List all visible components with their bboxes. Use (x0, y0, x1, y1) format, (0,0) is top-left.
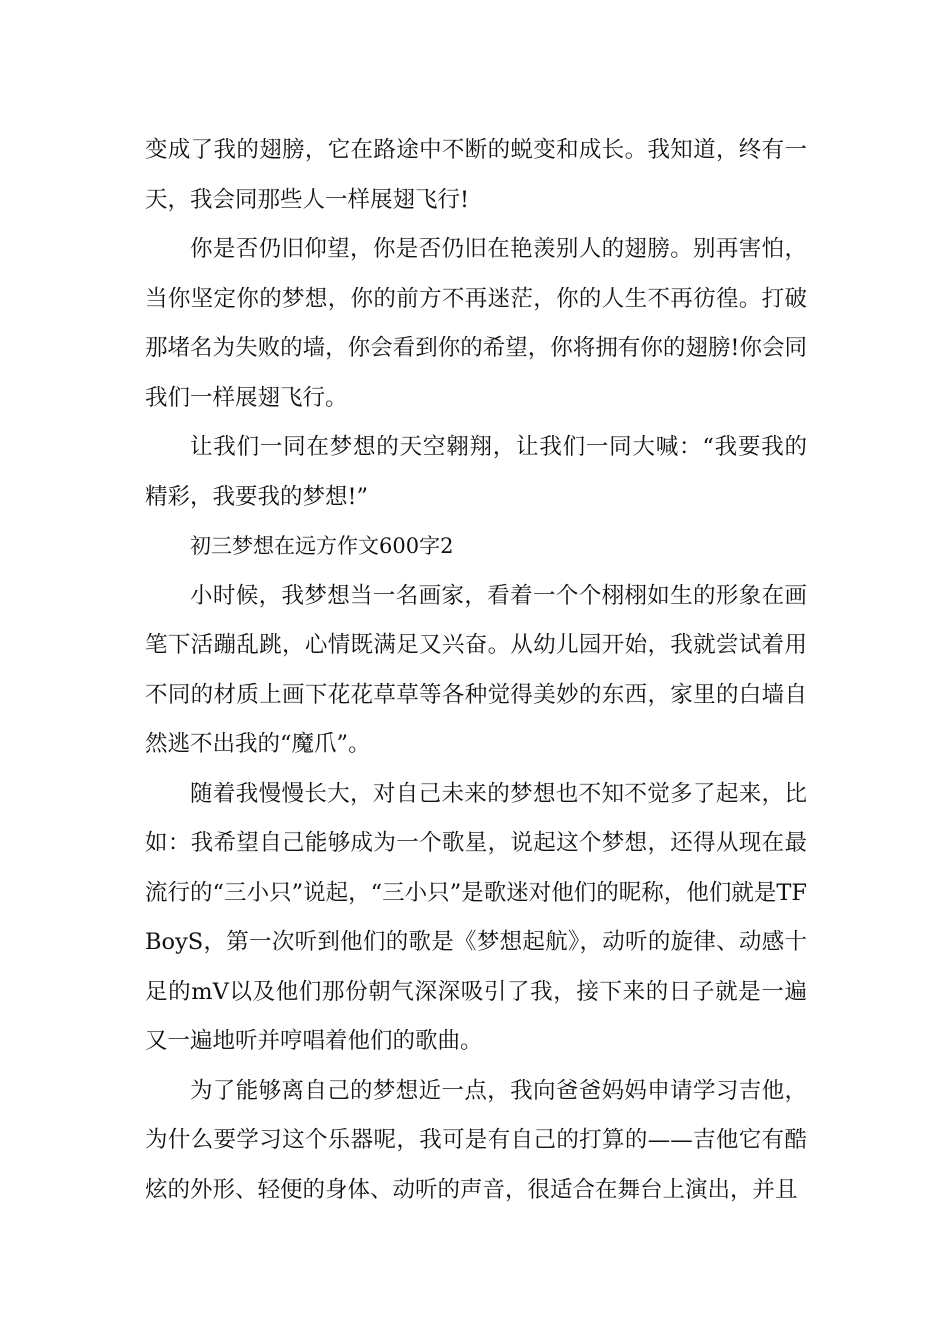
paragraph-5: 随着我慢慢长大，对自己未来的梦想也不知不觉多了起来，比如：我希望自己能够成为一个歌星，说起这个梦想，还得从现在最流行的“三小只”说起，“三小只”是歌迷对他们的昵称，他们就是TFBoyS，第一次听到他们的歌是《梦想起航》，动听的旋律、动感十足的mV以及他们那份朝气深深吸引了我，接下来的日子就是一遍又一遍地听并哼唱着他们的歌曲。 (145, 780, 807, 1054)
paragraph-3: 让我们一同在梦想的天空翱翔，让我们一同大喊：“我要我的精彩，我要我的梦想!” (145, 434, 807, 510)
paragraph-4: 小时候，我梦想当一名画家，看着一个个栩栩如生的形象在画笔下活蹦乱跳，心情既满足又兴奋。从幼儿园开始，我就尝试着用不同的材质上画下花花草草等各种觉得美妙的东西，家里的白墙自然逃不出我的“魔爪”。 (145, 582, 807, 757)
document-body (145, 126, 807, 1215)
paragraph-2: 你是否仍旧仰望，你是否仍旧在艳羡别人的翅膀。别再害怕，当你坚定你的梦想，你的前方不再迷茫，你的人生不再彷徨。打破那堵名为失败的墙，你会看到你的希望，你将拥有你的翅膀!你会同我们一样展翅飞行。 (145, 236, 807, 411)
paragraph-6: 为了能够离自己的梦想近一点，我向爸爸妈妈申请学习吉他，为什么要学习这个乐器呢，我可是有自己的打算的——吉他它有酷炫的外形、轻便的身体、动听的声音，很适合在舞台上演出，并且 (145, 1077, 807, 1203)
section-heading: 初三梦想在远方作文600字2 (190, 534, 454, 558)
paragraph-1: 变成了我的翅膀，它在路途中不断的蜕变和成长。我知道，终有一天，我会同那些人一样展翅飞行! (145, 137, 807, 213)
